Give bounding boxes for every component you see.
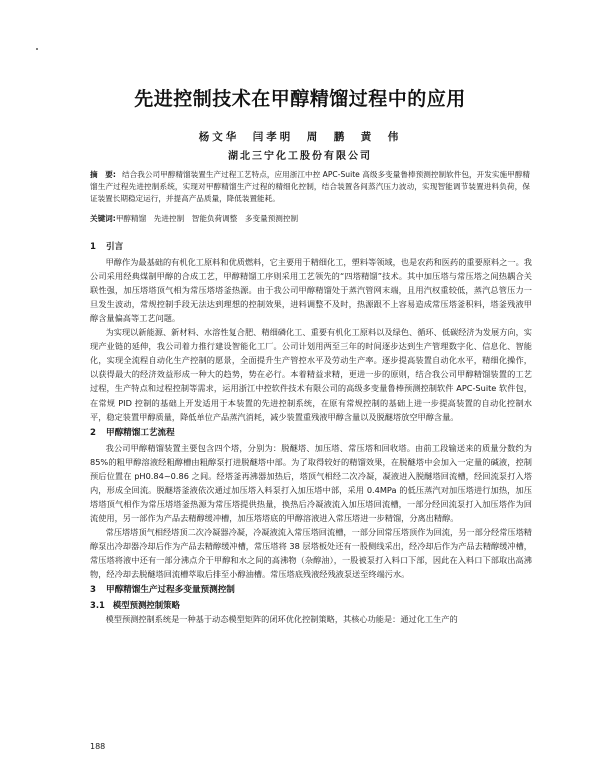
paragraph: 我公司甲醇精馏装置主要包含四个塔，分别为：脱醚塔、加压塔、常压塔和回收塔。由前工段输送来的质量分数约为 85%的粗甲醇溶液经粗醇槽由粗醇泵打进脱醚塔中部。为了取得较好的精馏效果，在脱醚塔中会加入一定量的碱液，控制预后位置在 pH0.84~0.86 之间。经塔釜再沸器加热后，塔顶气相经二次冷凝，凝液进入脱醚塔回流槽，经回流泵打入塔内，形成全回流。脱醚塔釜液依次通过加压塔入料泵打入加压塔中部，采用 0.4MPa 的低压蒸汽对加压塔进行加热，加压塔塔顶气相作为常压塔塔釜热源为常压塔提供热量，换热后冷凝液流入加压塔回流槽，一部分经回流泵打入加压塔作为回流使用，另一部作为产品去精醇缓冲槽，加压塔塔底的甲醇溶液进入常压塔进一步精馏，分离出精醇。 — [90, 442, 532, 523]
affiliation: 湖北三宁化工股份有限公司 — [228, 151, 372, 162]
paragraph: 常压塔塔顶气相经塔顶二次冷凝器冷凝，冷凝液流入常压塔回流槽，一部分回常压塔顶作为回流，另一部分经常压塔精醇泵出冷却器冷却后作为产品去精醇缓冲槽，常压塔将 38 层塔板处还有一股侧线采出，经冷却后作为产品去精醇缓冲槽，常压塔将液中还有一部分沸点介于甲醇和水之间的高沸物（杂醇油），一股被泵打入料口下部，因此在入料口下部取出高沸物，经冷却去脱醚塔回流槽萃取后排至小醇油槽。常压塔底残液经残液泵送至终端污水。 — [90, 526, 532, 580]
scan-speck — [36, 48, 38, 50]
page-number: 188 — [90, 742, 106, 751]
keywords — [90, 213, 530, 225]
section-number: 1 — [90, 242, 96, 252]
article-body — [90, 238, 532, 626]
section-title: 甲醇精馏生产过程多变量预测控制 — [105, 585, 235, 596]
paragraph: 甲醇作为最基础的有机化工原料和优质燃料，它主要用于精细化工，塑料等领域，也是农药和医药的重要原料之一。我公司采用经典煤制甲醇的合成工艺，甲醇精馏工序则采用工艺领先的“四塔精馏”技术。其中加压塔与常压塔之间热耦合关联性强，加压塔塔顶气相为常压塔塔釜热源。由于我公司甲醇精馏处于蒸汽管网末端，且用汽权重较低，蒸汽总管压力一旦发生波动，常规控制手段无法达到理想的控制效果，进料调整不及时，热源跟不上容易造成常压塔釜积料，塔釜残液甲醇含量偏高等工艺问题。 — [90, 257, 532, 324]
abstract-text: 结合我公司甲醇精馏装置生产过程工艺特点，应用浙江中控 APC-Suite 高级多变量鲁棒预测控制软件包，开发实施甲醇精馏生产过程先进控制系统，实现对甲醇精馏生产过程的精细化控制，结合装置各间蒸汽压力波动，实现智能调节装置进料负荷，保证装置长期稳定运行，并提高产品质量，降低装置能耗。 — [90, 170, 531, 203]
section-title: 甲醇精馏工艺流程 — [105, 427, 175, 438]
subsection-number: 3.1 — [90, 600, 105, 611]
section-number: 2 — [90, 427, 96, 438]
section-title: 引言 — [105, 242, 124, 252]
section-heading-control — [90, 583, 532, 597]
paper-title: 先进控制技术在甲醇精馏过程中的应用 — [134, 88, 466, 110]
section-number: 3 — [90, 585, 96, 596]
author-list: 杨文华 闫孝明 周 鹏 黄 伟 — [198, 131, 402, 143]
paragraph: 模型预测控制系统是一种基于动态模型矩阵的闭环优化控制策略，其核心功能是：通过化工生产的 — [105, 614, 458, 625]
keywords-text: 甲醇精馏 先进控制 智能负荷调整 多变量预测控制 — [115, 214, 299, 223]
abstract — [90, 169, 530, 205]
section-heading-intro — [90, 240, 532, 254]
paragraph: 为实现以新能源、新材料、水溶性复合肥、精细磷化工、重要有机化工原料以及绿色、循环、低碳经济为发展方向，实现产业链的延伸，我公司着力推行建设智能化工厂。公司计划用两至三年的时间逐步达到生产管理数字化、信息化、智能化，实现全流程自动化生产控制的愿景，全面提升生产管控水平及劳动生产率。逐步提高装置自动化水平，精细化操作，以获得最大的经济效益形成一种大的趋势，势在必行。本着精益求精，更进一步的原则，结合我公司甲醇精馏装置的工艺过程，生产特点和过程控制等需求，运用浙江中控软件技术有限公司的高级多变量鲁棒预测控制软件 APC-Suite 软件包，在常规 PID 控制的基础上开发适用于本装置的先进控制系统，在原有常规控制的基础上进一步提高装置的自动化控制水平，稳定装置甲醇质量，降低单位产品蒸汽消耗，减少装置重残液甲醇含量以及脱醚塔放空甲醇含量。 — [90, 327, 532, 422]
subsection-heading — [90, 598, 532, 612]
abstract-label: 摘 要: — [90, 170, 116, 179]
subsection-title: 模型预测控制策略 — [112, 600, 180, 611]
keywords-label: 关键词: — [90, 214, 116, 223]
section-heading-process — [90, 426, 532, 440]
